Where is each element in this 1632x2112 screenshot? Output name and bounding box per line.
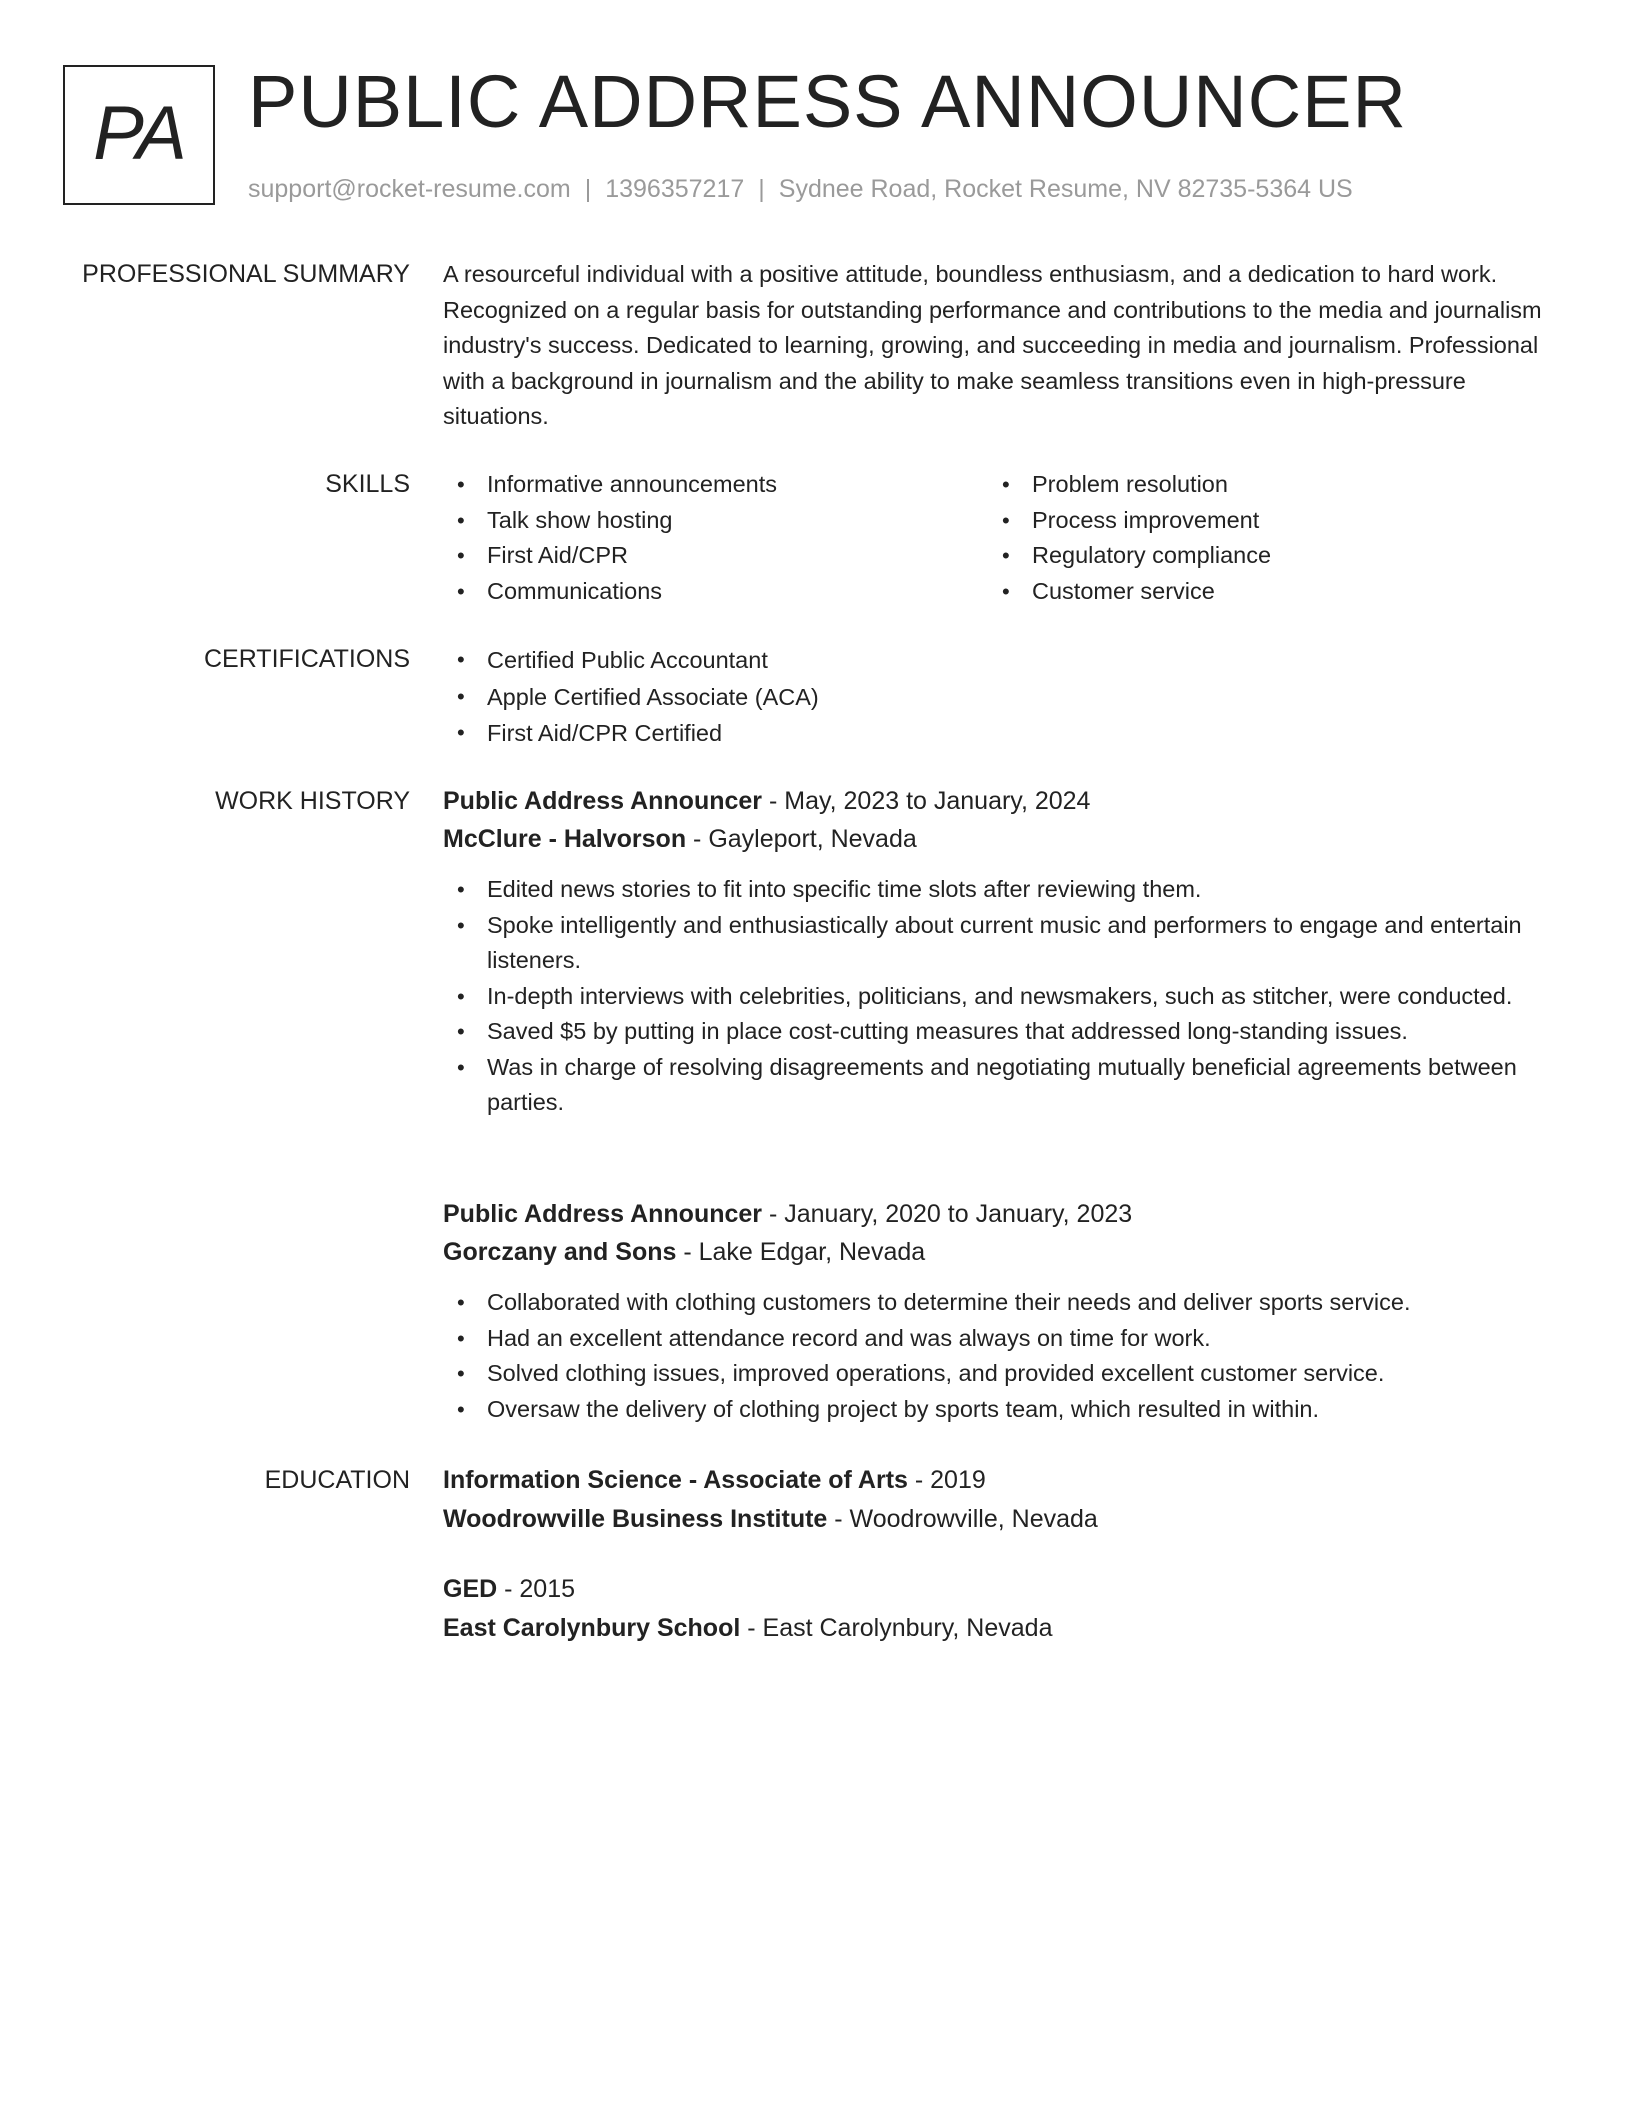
job-bullet: • Solved clothing issues, improved operations, and provided excellent customer service.	[443, 1356, 1553, 1392]
section-label-work-history: WORK HISTORY	[215, 787, 410, 815]
certification-item: • First Aid/CPR Certified	[443, 715, 1553, 752]
job-company-line	[443, 1233, 1553, 1271]
skill-item: • Process improvement	[988, 503, 1533, 539]
job-bullets	[443, 872, 1553, 1121]
job-bullets	[443, 1285, 1553, 1427]
section-label-education: EDUCATION	[264, 1466, 410, 1494]
education-location: - East Carolynbury, Nevada	[740, 1614, 1053, 1642]
initials-monogram	[63, 65, 215, 205]
job-entry	[443, 782, 1553, 1121]
section-label-certifications: CERTIFICATIONS	[203, 645, 410, 673]
job-company: Gorczany and Sons	[443, 1238, 677, 1266]
skill-item: • Customer service	[988, 574, 1533, 610]
job-bullet: • Had an excellent attendance record and was always on time for work.	[443, 1321, 1553, 1357]
education-degree-line	[443, 1461, 1553, 1500]
skill-item: • Communications	[443, 574, 988, 610]
initials-text: PA	[93, 90, 185, 176]
resume-title: PUBLIC ADDRESS ANNOUNCER	[248, 60, 1407, 143]
job-entry	[443, 1195, 1553, 1427]
job-title-line	[443, 782, 1553, 820]
education-degree-line	[443, 1570, 1553, 1609]
contact-line	[248, 172, 1353, 206]
education-degree: Information Science - Associate of Arts	[443, 1466, 908, 1494]
skill-item: • First Aid/CPR	[443, 538, 988, 574]
certifications-list	[443, 642, 1553, 752]
job-company: McClure - Halvorson	[443, 825, 687, 853]
job-bullet: • Spoke intelligently and enthusiastically about current music and performers to engage and entertain listeners.	[443, 908, 1553, 979]
education-entry	[443, 1461, 1553, 1539]
certification-item: • Apple Certified Associate (ACA)	[443, 679, 1553, 716]
job-location: - Lake Edgar, Nevada	[676, 1238, 926, 1266]
contact-phone: 1396357217	[605, 175, 745, 203]
summary-text: A resourceful individual with a positive attitude, boundless enthusiasm, and a dedication to hard work. Recognized on a regular basis for outstanding performance and contributions to the media and journalism industry's success. Dedicated to learning, growing, and succeeding in media and journalism. Professional with a background in journalism and the ability to make seamless transitions even in high-pressure situations.	[443, 261, 1542, 429]
job-bullet: • Saved $5 by putting in place cost-cutting measures that addressed long-standing issues.	[443, 1014, 1553, 1050]
job-title: Public Address Announcer	[443, 1200, 763, 1228]
job-title-line	[443, 1195, 1553, 1233]
job-company-line	[443, 820, 1553, 858]
education-school: East Carolynbury School	[443, 1614, 741, 1642]
skill-item: • Problem resolution	[988, 467, 1533, 503]
contact-separator: |	[584, 175, 592, 203]
contact-separator: |	[758, 175, 765, 203]
certification-item: • Certified Public Accountant	[443, 642, 1553, 679]
job-bullet: • Collaborated with clothing customers to determine their needs and deliver sports service.	[443, 1285, 1553, 1321]
job-dates: - May, 2023 to January, 2024	[762, 787, 1091, 815]
education-school-line	[443, 1609, 1553, 1648]
job-bullet: • Oversaw the delivery of clothing project by sports team, which resulted in within.	[443, 1392, 1553, 1428]
job-location: - Gayleport, Nevada	[686, 825, 917, 853]
skill-item: • Informative announcements	[443, 467, 988, 503]
contact-email: support@rocket-resume.com	[248, 175, 571, 203]
education-degree: GED	[443, 1575, 498, 1603]
job-dates: - January, 2020 to January, 2023	[762, 1200, 1133, 1228]
job-bullet: • Was in charge of resolving disagreements and negotiating mutually beneficial agreements between parties.	[443, 1050, 1553, 1121]
skills-column-left	[443, 467, 988, 609]
job-bullet: • Edited news stories to fit into specific time slots after reviewing them.	[443, 872, 1553, 908]
education-year: - 2015	[497, 1575, 576, 1603]
skill-item: • Regulatory compliance	[988, 538, 1533, 574]
skill-item: • Talk show hosting	[443, 503, 988, 539]
section-label-skills: SKILLS	[325, 470, 410, 498]
education-entry	[443, 1570, 1553, 1648]
education-year: - 2019	[907, 1466, 986, 1494]
education-school: Woodrowville Business Institute	[443, 1505, 828, 1533]
skills-column-right	[988, 467, 1533, 609]
job-title: Public Address Announcer	[443, 787, 763, 815]
section-label-summary: PROFESSIONAL SUMMARY	[82, 260, 410, 288]
contact-address: Sydnee Road, Rocket Resume, NV 82735-5364 US	[778, 175, 1353, 203]
job-bullet: • In-depth interviews with celebrities, politicians, and newsmakers, such as stitcher, were conducted.	[443, 979, 1553, 1015]
skills-list	[443, 467, 1553, 609]
education-school-line	[443, 1500, 1553, 1539]
education-location: - Woodrowville, Nevada	[827, 1505, 1098, 1533]
